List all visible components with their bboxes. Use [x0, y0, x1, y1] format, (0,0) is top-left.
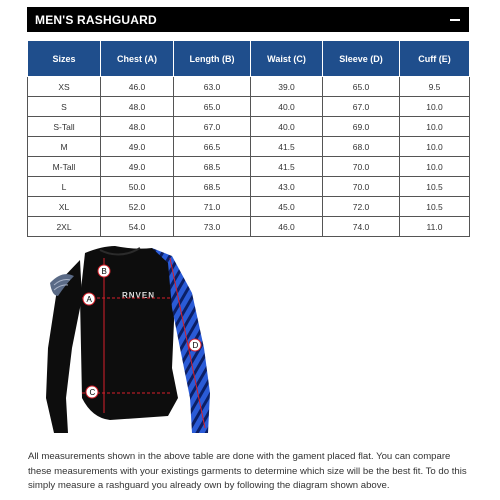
table-cell: 67.0 — [174, 117, 251, 137]
column-header: Sleeve (D) — [323, 41, 400, 77]
table-row — [28, 77, 470, 97]
table-cell: M-Tall — [28, 157, 101, 177]
table-cell: 73.0 — [174, 217, 251, 237]
marker-b — [98, 265, 110, 277]
table-row — [28, 217, 470, 237]
column-header: Chest (A) — [101, 41, 174, 77]
table-cell: 11.0 — [400, 217, 470, 237]
table-cell: 40.0 — [251, 117, 323, 137]
table-cell: 40.0 — [251, 97, 323, 117]
table-cell: 10.0 — [400, 157, 470, 177]
table-row — [28, 197, 470, 217]
table-cell: 74.0 — [323, 217, 400, 237]
marker-label: A — [86, 295, 92, 304]
table-cell: 10.5 — [400, 197, 470, 217]
table-cell: 65.0 — [323, 77, 400, 97]
marker-label: C — [89, 388, 96, 397]
table-cell: 49.0 — [101, 157, 174, 177]
marker-label: B — [101, 267, 107, 276]
marker-c — [86, 386, 98, 398]
marker-label: D — [192, 341, 199, 350]
table-cell: 46.0 — [251, 217, 323, 237]
table-cell: 46.0 — [101, 77, 174, 97]
table-cell: S-Tall — [28, 117, 101, 137]
table-cell: 41.5 — [251, 157, 323, 177]
table-cell: 50.0 — [101, 177, 174, 197]
section-title: MEN'S RASHGUARD — [35, 12, 157, 27]
marker-a — [83, 293, 95, 305]
minus-icon[interactable] — [450, 19, 460, 21]
table-cell: 10.0 — [400, 97, 470, 117]
size-chart-table — [27, 40, 470, 237]
table-row — [28, 97, 470, 117]
table-cell: 52.0 — [101, 197, 174, 217]
column-header: Cuff (E) — [400, 41, 470, 77]
table-cell: XL — [28, 197, 101, 217]
table-cell: L — [28, 177, 101, 197]
table-cell: 41.5 — [251, 137, 323, 157]
table-header-row — [28, 41, 470, 77]
table-cell: 43.0 — [251, 177, 323, 197]
table-cell: 66.5 — [174, 137, 251, 157]
table-row — [28, 137, 470, 157]
table-cell: 9.5 — [400, 77, 470, 97]
table-row — [28, 177, 470, 197]
table-cell: 48.0 — [101, 97, 174, 117]
table-cell: 68.0 — [323, 137, 400, 157]
table-cell: 10.0 — [400, 137, 470, 157]
column-header: Length (B) — [174, 41, 251, 77]
table-cell: 68.5 — [174, 177, 251, 197]
table-cell: 45.0 — [251, 197, 323, 217]
table-cell: 68.5 — [174, 157, 251, 177]
table-cell: S — [28, 97, 101, 117]
table-cell: 39.0 — [251, 77, 323, 97]
section-header[interactable] — [27, 7, 469, 32]
table-cell: 70.0 — [323, 157, 400, 177]
table-cell: 48.0 — [101, 117, 174, 137]
table-cell: 70.0 — [323, 177, 400, 197]
column-header: Sizes — [28, 41, 101, 77]
brand-logo: RNVEN — [122, 291, 156, 300]
table-row — [28, 157, 470, 177]
rashguard-diagram — [40, 238, 230, 440]
table-cell: 67.0 — [323, 97, 400, 117]
table-cell: 10.5 — [400, 177, 470, 197]
table-cell: 72.0 — [323, 197, 400, 217]
table-cell: 65.0 — [174, 97, 251, 117]
measurement-note: All measurements shown in the above table are done with the gament placed flat. You can compare these measurements with your existings garments to determine which size will be the best fit. To do this simply measure a rashguard you already own by following the diagram shown above. — [28, 451, 467, 491]
table-cell: 2XL — [28, 217, 101, 237]
table-cell: 71.0 — [174, 197, 251, 217]
table-row — [28, 117, 470, 137]
table-cell: 10.0 — [400, 117, 470, 137]
table-cell: 63.0 — [174, 77, 251, 97]
marker-d — [189, 339, 201, 351]
table-cell: M — [28, 137, 101, 157]
table-cell: 54.0 — [101, 217, 174, 237]
column-header: Waist (C) — [251, 41, 323, 77]
table-cell: 69.0 — [323, 117, 400, 137]
table-cell: XS — [28, 77, 101, 97]
table-cell: 49.0 — [101, 137, 174, 157]
